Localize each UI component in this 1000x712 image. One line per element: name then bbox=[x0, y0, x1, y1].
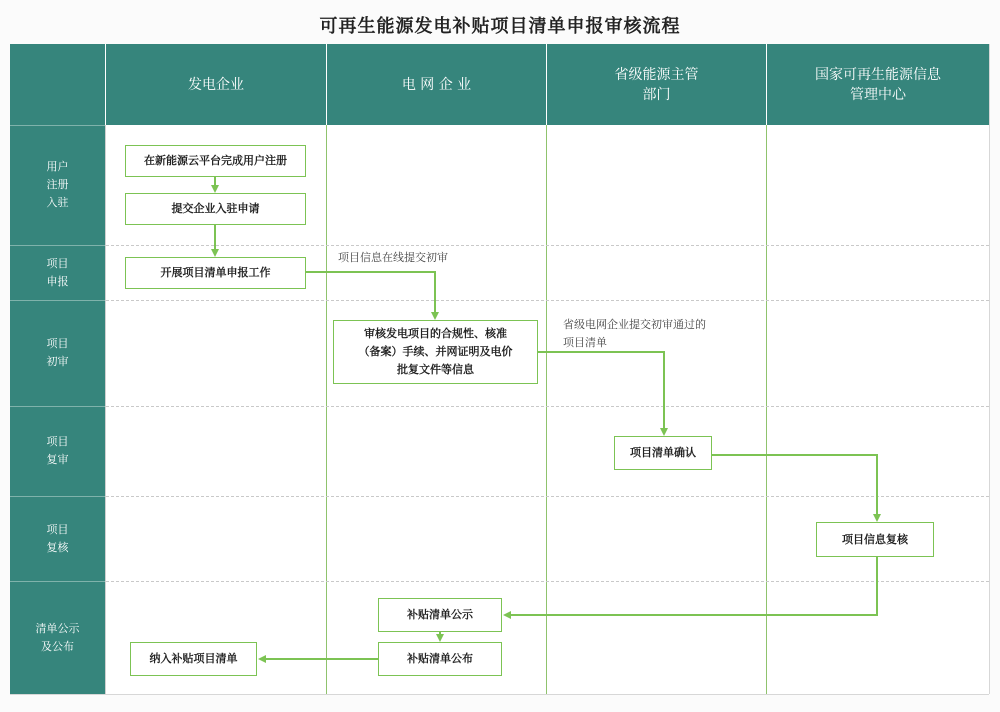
box-project-info-recheck: 项目信息复核 bbox=[816, 522, 934, 557]
lane-header-grid-company: 电 网 企 业 bbox=[327, 44, 546, 125]
box-submit-entry-application: 提交企业入驻申请 bbox=[125, 193, 306, 225]
box-start-list-declaration: 开展项目清单申报工作 bbox=[125, 257, 306, 289]
box-subsidy-list-publicity: 补贴清单公示 bbox=[378, 598, 502, 632]
lane-header-provincial-energy-dept: 省级能源主管 部门 bbox=[547, 44, 766, 125]
stage-label-registration: 用户 注册 入驻 bbox=[10, 125, 105, 245]
note-online-submission: 项目信息在线提交初审 bbox=[338, 251, 448, 264]
arrow-initial-review-to-confirm bbox=[538, 352, 664, 434]
page-title: 可再生能源发电补贴项目清单申报审核流程 bbox=[319, 16, 681, 37]
arrow-confirm-to-recheck bbox=[712, 455, 877, 520]
note-provincial-grid-submission: 省级电网企业提交初审通过的 项目清单 bbox=[563, 318, 706, 349]
arrow-recheck-to-publicity bbox=[505, 557, 877, 615]
box-initial-review-tasks: 审核发电项目的合规性、核准 （备案）手续、并网证明及电价 批复文件等信息 bbox=[333, 320, 538, 384]
stage-label-recheck: 项目 复核 bbox=[10, 496, 105, 581]
stage-label-publication: 清单公示 及公布 bbox=[10, 581, 105, 694]
stage-label-declaration: 项目 申报 bbox=[10, 245, 105, 300]
lane-header-power-company: 发电企业 bbox=[106, 44, 326, 125]
box-register-user: 在新能源云平台完成用户注册 bbox=[125, 145, 306, 177]
box-subsidy-list-publish: 补贴清单公布 bbox=[378, 642, 502, 676]
box-include-subsidy-list: 纳入补贴项目清单 bbox=[130, 642, 257, 676]
arrow-declare-to-initial-review bbox=[306, 272, 435, 318]
stage-label-second-review: 项目 复审 bbox=[10, 406, 105, 496]
box-confirm-project-list: 项目清单确认 bbox=[614, 436, 712, 470]
lane-header-national-info-center: 国家可再生能源信息 管理中心 bbox=[767, 44, 989, 125]
stage-label-initial-review: 项目 初审 bbox=[10, 300, 105, 406]
